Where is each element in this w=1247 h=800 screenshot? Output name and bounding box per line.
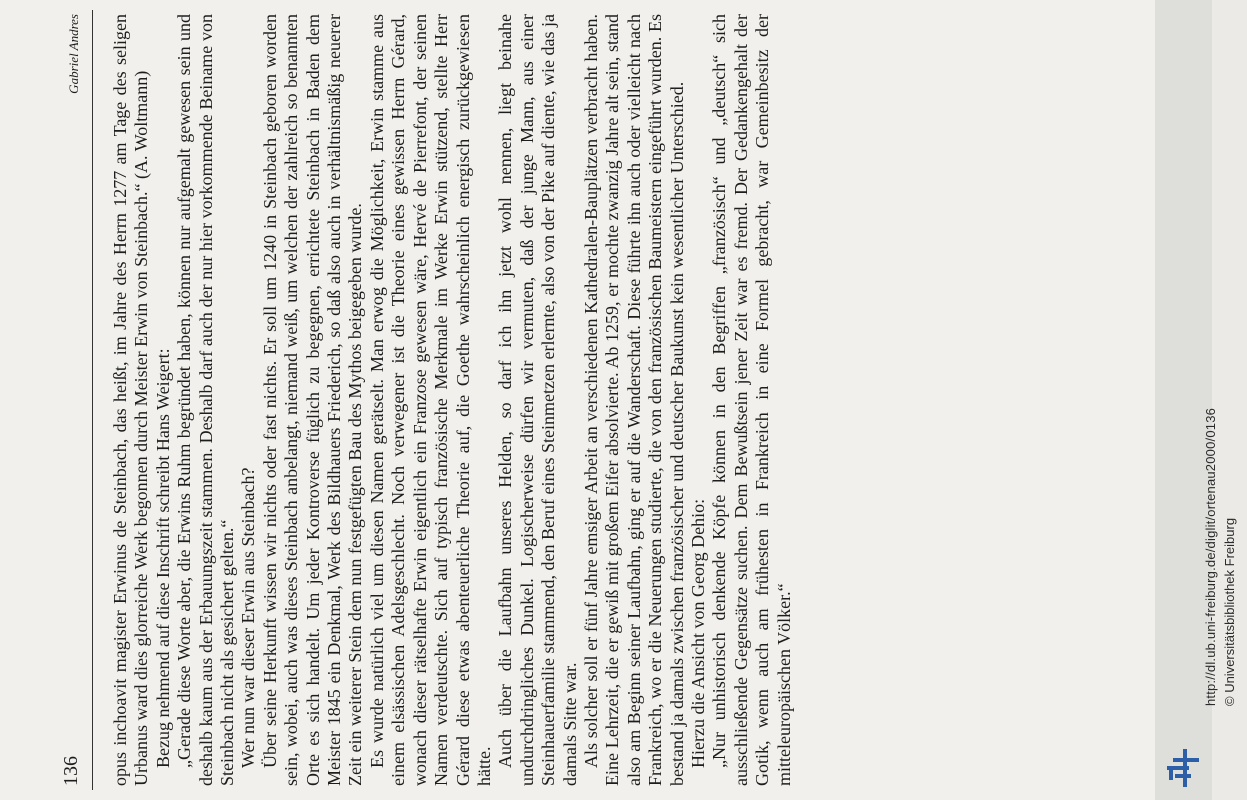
paragraph: opus inchoavit magister Erwinus de Steinbach, das heißt, im Jahre des Herrn 1277 am Tage des seligen Urbanus ward dies glorreiche Werk begonnen durch Meister Erwin von Steinbach.“ (A. Woltmann) xyxy=(110,14,152,786)
paragraph: Über seine Herkunft wissen wir nichts oder fast nichts. Er soll um 1240 in Steinbach geboren worden sein, wobei, auch was dieses Steinbach anbelangt, niemand weiß, um welchen der zahlreich so benannten Orte es sich handelt. Um jeder Kontroverse füglich zu begegnen, errichtete Steinbach in Baden dem Meister 1845 ein Denkmal, Werk des Bildhauers Friederich, so daß also auch in verhältnismäßig neuerer Zeit ein weiterer Stein dem nun festgefügten Bau des Mythos beigegeben wurde. xyxy=(259,14,366,786)
library-sidebar xyxy=(1155,0,1237,800)
sidebar-text xyxy=(1201,6,1247,706)
body-text xyxy=(110,14,795,786)
ub-freiburg-logo-graphic xyxy=(1165,748,1201,788)
paragraph: Als solcher soll er fünf Jahre emsiger Arbeit an verschiedenen Kathedralen-Bauplätzen verbracht haben. Eine Lehrzeit, die er gewiß mit großem Eifer absolvierte. Ab 1259, er mochte zwanzig Jahre alt sein, stand also am Beginn seiner Laufbahn, ging er auf die Wanderschaft. Diese führte ihn auch oder vielleicht nach Frankreich, wo er die Neuerungen studierte, die von den französischen Baumeistern eingeführt wurden. Es bestand ja damals zwischen französischer und deutscher Baukunst kein wesentlicher Unterschied. xyxy=(580,14,687,786)
quote-paragraph: „Nur unhistorisch denkende Köpfe können in den Begriffen „französisch“ und „deutsch“ sich ausschließende Gegensätze suchen. Dem Bewußtsein jener Zeit war es fremd. Der Gedankengehalt der Gotik, wenn auch am frühesten in Frankreich in eine Formel gebracht, war Gemeinbesitz der mitteleuropäischen Völker.“ xyxy=(709,14,794,786)
paragraph: Es wurde natürlich viel um diesen Namen gerätselt. Man erwog die Möglichkeit, Erwin stamme aus einem elsässischen Adelsgeschlecht. Noch verwegener ist die Theorie eines gewissen Herrn Gérard, wonach dieser rätselhafte Erwin eigentlich ein Franzose gewesen wäre, Hervé de Pierrefont, der seinen Namen verdeutschte. Sich auf typisch französische Merkmale im Werke Erwin stützend, stellte Herr Gérard diese etwas abenteuerliche Theorie auf, die Goethe wahrscheinlich energisch zurückgewiesen hätte. xyxy=(366,14,494,786)
running-head: Gabriel Andres xyxy=(66,14,81,94)
paragraph: Auch über die Laufbahn unseres Helden, so darf ich ihn jetzt wohl nennen, liegt beinahe undurchdringliches Dunkel. Logischerweise dürfen wir vermuten, daß der junge Mann, aus einer Steinhauerfamilie stammend, den Beruf eines Steinmetzen erlernte, also von der Pike auf diente, wie das ja damals Sitte war. xyxy=(495,14,580,786)
copyright-notice: © Universitätsbibliothek Freiburg xyxy=(1222,517,1237,706)
document-url-link[interactable]: http://dl.ub.uni-freiburg.de/diglit/ortenau2000/0136 xyxy=(1203,407,1218,706)
paragraph: Bezug nehmend auf diese Inschrift schreibt Hans Weigert: xyxy=(152,348,173,768)
page-header xyxy=(60,10,93,790)
quote-paragraph: „Gerade diese Worte aber, die Erwins Ruhm begründet haben, können nur aufgemalt gewesen sein und deshalb kaum aus der Erbauungszeit stammen. Deshalb darf auch der nur hier vorkommende Beiname von Steinbach nicht als gesichert gelten.“ xyxy=(174,14,238,786)
ub-freiburg-logo-icon xyxy=(1165,748,1201,788)
page-content xyxy=(60,10,1090,790)
page-number: 136 xyxy=(60,756,82,786)
paragraph: Wer nun war dieser Erwin aus Steinbach? xyxy=(238,467,259,768)
paragraph: Hierzu die Ansicht von Georg Dehio: xyxy=(687,498,708,768)
